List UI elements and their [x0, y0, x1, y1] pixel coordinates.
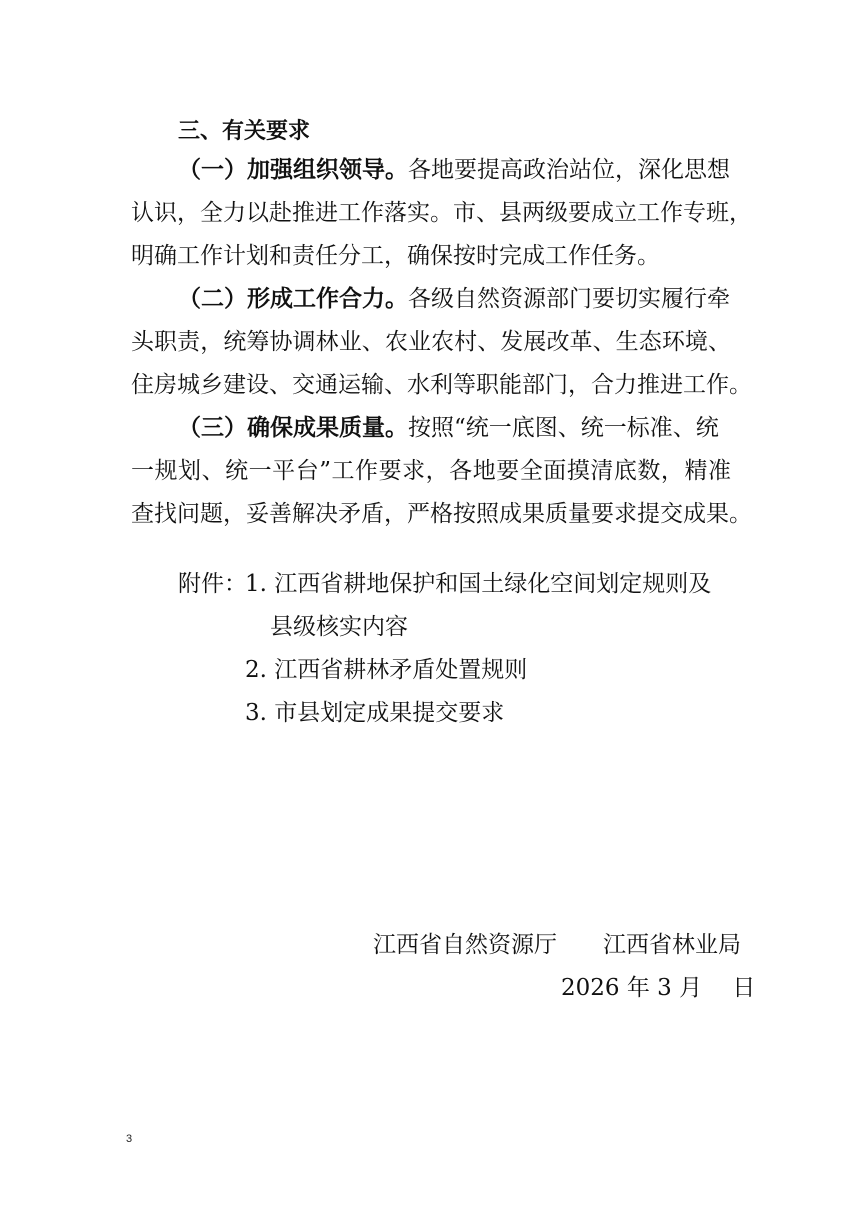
- attachment-item-3: 3. 市县划定成果提交要求: [245, 700, 505, 726]
- paragraph-1-line-2: 认识，全力以赴推进工作落实。市、县两级要成立工作专班，: [131, 200, 752, 226]
- paragraph-1-text: 各地要提高政治站位，深化思想: [408, 157, 730, 183]
- paragraph-1-line-3: 明确工作计划和责任分工，确保按时完成工作任务。: [131, 243, 660, 269]
- paragraph-3-line-3: 查找问题，妥善解决矛盾，严格按照成果质量要求提交成果。: [131, 501, 752, 527]
- paragraph-1-lead: （一）加强组织领导。: [178, 156, 408, 183]
- paragraph-2-line-2: 头职责，统筹协调林业、农业农村、发展改革、生态环境、: [131, 329, 731, 355]
- attachment-item-1-continued: 县级核实内容: [270, 614, 408, 640]
- paragraph-3-text: 按照“统一底图、统一标准、统: [408, 415, 719, 441]
- paragraph-2-lead: （二）形成工作合力。: [178, 285, 408, 312]
- paragraph-1-line-1: [178, 152, 730, 188]
- attachment-item-2: 2. 江西省耕林矛盾处置规则: [245, 657, 528, 683]
- paragraph-3-line-1: [178, 410, 730, 446]
- paragraph-2-text: 各级自然资源部门要切实履行牵: [408, 286, 730, 312]
- attachments-label: 附件：: [178, 571, 247, 597]
- issuing-agencies: 江西省自然资源厅 江西省林业局: [373, 932, 741, 958]
- paragraph-2-line-3: 住房城乡建设、交通运输、水利等职能部门，合力推进工作。: [131, 372, 752, 398]
- paragraph-3-line-2: 一规划、统一平台”工作要求，各地要全面摸清底数，精准: [131, 458, 731, 484]
- attachment-item-1: 1. 江西省耕地保护和国土绿化空间划定规则及: [245, 571, 712, 597]
- paragraph-3-lead: （三）确保成果质量。: [178, 414, 408, 441]
- page-number: 3: [126, 1133, 133, 1145]
- section-heading: 三、有关要求: [178, 119, 311, 144]
- paragraph-2-line-1: [178, 281, 730, 317]
- issue-date: 2026 年 3 月 日: [561, 975, 756, 1001]
